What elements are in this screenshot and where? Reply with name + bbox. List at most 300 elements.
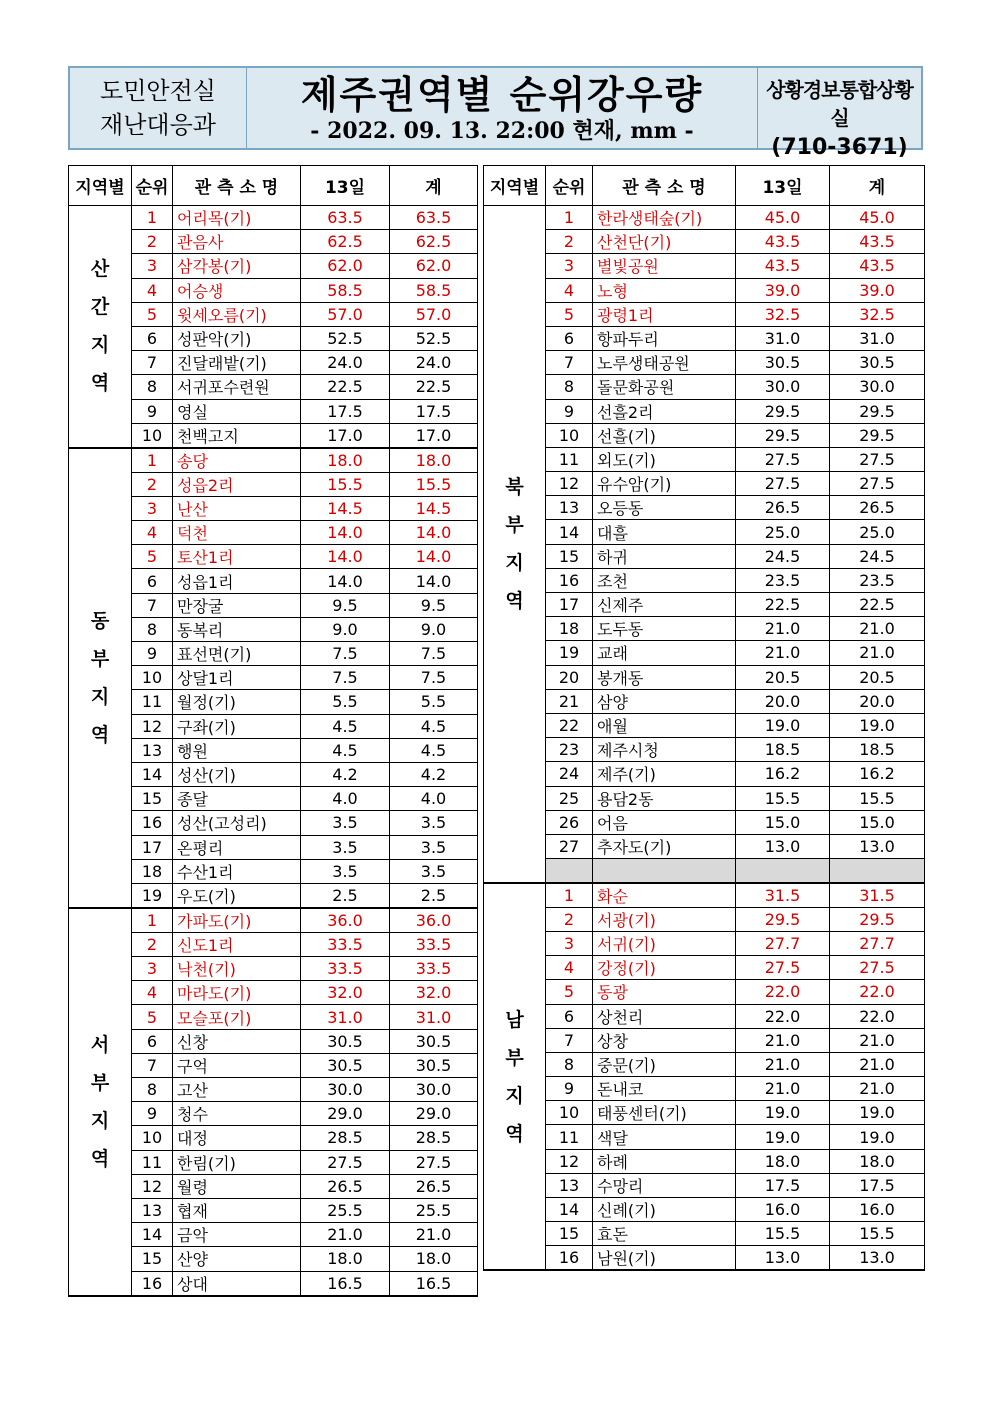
station-name: 구억 <box>173 1053 301 1077</box>
col-region: 지역별 <box>484 166 546 206</box>
rain-total: 15.5 <box>830 1222 925 1246</box>
rain-total: 27.5 <box>830 956 925 980</box>
rain-day: 52.5 <box>301 326 390 350</box>
rank-cell: 26 <box>546 810 593 834</box>
rank-cell: 13 <box>546 1173 593 1197</box>
station-name: 색달 <box>593 1125 736 1149</box>
rank-cell: 16 <box>546 1246 593 1271</box>
table-row <box>484 1149 925 1173</box>
rank-cell: 15 <box>546 1222 593 1246</box>
rain-total: 21.0 <box>830 1077 925 1101</box>
table-row <box>484 834 925 858</box>
table-row <box>484 931 925 955</box>
region-char: 지 <box>505 1084 524 1107</box>
rain-day: 9.0 <box>301 617 390 641</box>
rank-cell: 10 <box>132 1126 173 1150</box>
rank-cell: 10 <box>132 666 173 690</box>
table-row <box>484 544 925 568</box>
rain-total: 4.0 <box>390 787 478 811</box>
rain-day: 19.0 <box>736 1125 830 1149</box>
station-name: 조천 <box>593 568 736 592</box>
rain-day: 33.5 <box>301 957 390 981</box>
station-name: 상대 <box>173 1271 301 1296</box>
rain-total: 19.0 <box>830 1125 925 1149</box>
rain-total: 2.5 <box>390 883 478 908</box>
table-row <box>484 1077 925 1101</box>
blank-row <box>484 859 925 883</box>
rainfall-table-left <box>68 165 478 1297</box>
rain-total: 22.0 <box>830 980 925 1004</box>
rain-day: 9.5 <box>301 593 390 617</box>
situation-room: 상황경보통합상황실 <box>766 78 913 130</box>
station-name: 도두동 <box>593 617 736 641</box>
rank-cell: 3 <box>546 254 593 278</box>
rain-total: 17.5 <box>830 1173 925 1197</box>
rain-day: 3.5 <box>301 835 390 859</box>
rain-day: 21.0 <box>736 1052 830 1076</box>
rain-total: 31.0 <box>830 326 925 350</box>
table-row <box>484 786 925 810</box>
station-name: 대정 <box>173 1126 301 1150</box>
blank-cell <box>593 859 736 883</box>
phone-number: (710-3671) <box>771 135 908 160</box>
rain-day: 33.5 <box>301 932 390 956</box>
rain-day: 26.5 <box>736 496 830 520</box>
rain-total: 30.0 <box>830 375 925 399</box>
rain-total: 13.0 <box>830 1246 925 1271</box>
rank-cell: 9 <box>132 642 173 666</box>
rain-day: 32.5 <box>736 302 830 326</box>
station-name: 강정(기) <box>593 956 736 980</box>
table-row <box>484 617 925 641</box>
rank-cell: 5 <box>132 1005 173 1029</box>
table-row <box>484 1222 925 1246</box>
blank-cell <box>736 859 830 883</box>
rain-total: 43.5 <box>830 230 925 254</box>
station-name: 제주시청 <box>593 738 736 762</box>
station-name: 서귀포수련원 <box>173 375 301 399</box>
rank-cell: 1 <box>546 206 593 230</box>
rain-day: 36.0 <box>301 908 390 933</box>
rain-day: 21.0 <box>736 641 830 665</box>
rain-total: 15.0 <box>830 810 925 834</box>
rank-cell: 11 <box>132 690 173 714</box>
rank-cell: 6 <box>132 569 173 593</box>
rain-total: 15.5 <box>830 786 925 810</box>
rain-day: 15.5 <box>736 1222 830 1246</box>
station-name: 외도(기) <box>593 447 736 471</box>
rain-day: 30.5 <box>301 1029 390 1053</box>
rain-day: 20.5 <box>736 665 830 689</box>
region-label <box>69 908 132 1296</box>
rank-cell: 1 <box>546 883 593 908</box>
station-name: 마라도(기) <box>173 981 301 1005</box>
rank-cell: 25 <box>546 786 593 810</box>
contact-block <box>757 68 921 160</box>
station-name: 청수 <box>173 1102 301 1126</box>
rain-total: 16.5 <box>390 1271 478 1296</box>
rain-total: 17.0 <box>390 423 478 448</box>
rain-day: 57.0 <box>301 302 390 326</box>
rank-cell: 16 <box>132 811 173 835</box>
station-name: 수산1리 <box>173 859 301 883</box>
rank-cell: 9 <box>132 1102 173 1126</box>
station-name: 산양 <box>173 1247 301 1271</box>
rank-cell: 11 <box>132 1150 173 1174</box>
rank-cell: 16 <box>132 1271 173 1296</box>
rain-total: 52.5 <box>390 326 478 350</box>
rank-cell: 12 <box>546 472 593 496</box>
region-char: 동 <box>90 609 110 632</box>
rain-day: 29.5 <box>736 399 830 423</box>
rain-day: 7.5 <box>301 642 390 666</box>
region-char: 역 <box>505 1122 524 1145</box>
rain-total: 29.5 <box>830 399 925 423</box>
region-label <box>69 206 132 448</box>
rain-day: 20.0 <box>736 689 830 713</box>
rain-total: 62.5 <box>390 230 478 254</box>
rain-total: 25.0 <box>830 520 925 544</box>
station-name: 성산(기) <box>173 762 301 786</box>
station-name: 노형 <box>593 278 736 302</box>
station-name: 별빛공원 <box>593 254 736 278</box>
table-row <box>484 738 925 762</box>
rain-total: 9.0 <box>390 617 478 641</box>
station-name: 효돈 <box>593 1222 736 1246</box>
station-name: 성판악(기) <box>173 326 301 350</box>
rain-day: 30.5 <box>301 1053 390 1077</box>
rank-cell: 14 <box>132 762 173 786</box>
station-name: 가파도(기) <box>173 908 301 933</box>
rank-cell: 7 <box>132 351 173 375</box>
station-name: 낙천(기) <box>173 957 301 981</box>
rank-cell: 5 <box>546 302 593 326</box>
rain-total: 26.5 <box>390 1174 478 1198</box>
rain-total: 20.5 <box>830 665 925 689</box>
station-name: 영실 <box>173 399 301 423</box>
table-row <box>484 423 925 447</box>
table-row <box>484 447 925 471</box>
region-char: 부 <box>90 647 110 670</box>
region-label <box>484 206 546 883</box>
rank-cell: 14 <box>546 520 593 544</box>
rank-cell: 11 <box>546 1125 593 1149</box>
station-name: 구좌(기) <box>173 714 301 738</box>
rain-total: 4.5 <box>390 738 478 762</box>
title-block <box>247 68 757 148</box>
station-name: 상천리 <box>593 1004 736 1028</box>
rank-cell: 4 <box>132 521 173 545</box>
region-char: 역 <box>90 372 110 395</box>
rain-total: 33.5 <box>390 932 478 956</box>
rank-cell: 12 <box>132 714 173 738</box>
rain-day: 18.5 <box>736 738 830 762</box>
rank-cell: 4 <box>546 278 593 302</box>
rain-total: 20.0 <box>830 689 925 713</box>
region-label <box>69 448 132 908</box>
rain-total: 14.0 <box>390 545 478 569</box>
rain-day: 27.5 <box>301 1150 390 1174</box>
station-name: 한라생태숲(기) <box>593 206 736 230</box>
rain-total: 16.2 <box>830 762 925 786</box>
station-name: 돌문화공원 <box>593 375 736 399</box>
station-name: 어승생 <box>173 278 301 302</box>
station-name: 온평리 <box>173 835 301 859</box>
rain-total: 3.5 <box>390 811 478 835</box>
rain-total: 21.0 <box>830 617 925 641</box>
rain-day: 4.2 <box>301 762 390 786</box>
rain-day: 58.5 <box>301 278 390 302</box>
rank-cell: 18 <box>132 859 173 883</box>
station-name: 표선면(기) <box>173 642 301 666</box>
rain-total: 14.0 <box>390 569 478 593</box>
station-name: 광령1리 <box>593 302 736 326</box>
rain-day: 25.5 <box>301 1198 390 1222</box>
table-row <box>69 908 478 933</box>
station-name: 협재 <box>173 1198 301 1222</box>
rank-cell: 15 <box>132 787 173 811</box>
rain-day: 27.5 <box>736 472 830 496</box>
rain-total: 25.5 <box>390 1198 478 1222</box>
rank-cell: 10 <box>546 423 593 447</box>
table-row <box>484 399 925 423</box>
station-name: 관음사 <box>173 230 301 254</box>
rain-day: 7.5 <box>301 666 390 690</box>
rain-total: 14.5 <box>390 496 478 520</box>
rain-total: 31.5 <box>830 883 925 908</box>
rank-cell: 17 <box>546 593 593 617</box>
station-name: 중문(기) <box>593 1052 736 1076</box>
station-name: 유수암(기) <box>593 472 736 496</box>
rain-total: 62.0 <box>390 254 478 278</box>
station-name: 신제주 <box>593 593 736 617</box>
station-name: 어리목(기) <box>173 206 301 230</box>
rain-total: 21.0 <box>830 1028 925 1052</box>
station-name: 난산 <box>173 496 301 520</box>
rain-total: 31.0 <box>390 1005 478 1029</box>
station-name: 월령 <box>173 1174 301 1198</box>
rain-day: 19.0 <box>736 1101 830 1125</box>
table-header-row <box>484 166 925 206</box>
rain-day: 22.5 <box>736 593 830 617</box>
rain-total: 22.5 <box>830 593 925 617</box>
rain-total: 22.5 <box>390 375 478 399</box>
rain-day: 18.0 <box>301 1247 390 1271</box>
rain-day: 31.0 <box>301 1005 390 1029</box>
rank-cell: 6 <box>132 1029 173 1053</box>
station-name: 태풍센터(기) <box>593 1101 736 1125</box>
table-row <box>484 351 925 375</box>
rank-cell: 3 <box>546 931 593 955</box>
rank-cell: 16 <box>546 568 593 592</box>
rain-day: 31.0 <box>736 326 830 350</box>
report-date: - 2022. 09. 13. 22:00 현재, mm - <box>310 118 694 144</box>
station-name: 토산1리 <box>173 545 301 569</box>
rain-day: 22.5 <box>301 375 390 399</box>
rain-total: 26.5 <box>830 496 925 520</box>
table-row <box>484 472 925 496</box>
table-row <box>484 1173 925 1197</box>
rain-total: 23.5 <box>830 568 925 592</box>
station-name: 대흘 <box>593 520 736 544</box>
rain-total: 27.5 <box>390 1150 478 1174</box>
region-char: 역 <box>505 589 524 612</box>
rain-total: 27.7 <box>830 931 925 955</box>
rain-total: 30.0 <box>390 1078 478 1102</box>
rain-day: 43.5 <box>736 230 830 254</box>
rain-day: 30.0 <box>301 1078 390 1102</box>
rank-cell: 12 <box>546 1149 593 1173</box>
rain-day: 19.0 <box>736 713 830 737</box>
rain-total: 24.0 <box>390 351 478 375</box>
rain-day: 13.0 <box>736 1246 830 1271</box>
rain-total: 29.0 <box>390 1102 478 1126</box>
rain-total: 19.0 <box>830 713 925 737</box>
rain-day: 45.0 <box>736 206 830 230</box>
region-char: 역 <box>90 723 110 746</box>
rain-day: 27.5 <box>736 956 830 980</box>
station-name: 윗세오름(기) <box>173 302 301 326</box>
rain-day: 62.5 <box>301 230 390 254</box>
rain-day: 14.0 <box>301 521 390 545</box>
rank-cell: 8 <box>132 375 173 399</box>
rank-cell: 13 <box>132 738 173 762</box>
rank-cell: 8 <box>546 1052 593 1076</box>
rain-day: 27.7 <box>736 931 830 955</box>
rain-day: 15.5 <box>736 786 830 810</box>
rain-total: 30.5 <box>830 351 925 375</box>
table-row <box>484 713 925 737</box>
rain-total: 19.0 <box>830 1101 925 1125</box>
rain-total: 27.5 <box>830 472 925 496</box>
region-char: 지 <box>505 551 524 574</box>
rain-day: 16.2 <box>736 762 830 786</box>
col-station: 관 측 소 명 <box>593 166 736 206</box>
rank-cell: 2 <box>132 932 173 956</box>
rank-cell: 15 <box>546 544 593 568</box>
rain-total: 16.0 <box>830 1198 925 1222</box>
station-name: 수망리 <box>593 1173 736 1197</box>
rank-cell: 2 <box>546 907 593 931</box>
rain-day: 30.5 <box>736 351 830 375</box>
rain-day: 5.5 <box>301 690 390 714</box>
rank-cell: 9 <box>546 1077 593 1101</box>
rain-total: 29.5 <box>830 907 925 931</box>
table-row <box>484 568 925 592</box>
rank-cell: 14 <box>132 1223 173 1247</box>
region-char: 산 <box>90 258 110 281</box>
station-name: 성읍1리 <box>173 569 301 593</box>
rank-cell: 2 <box>132 472 173 496</box>
station-name: 행원 <box>173 738 301 762</box>
rain-day: 15.0 <box>736 810 830 834</box>
rank-cell: 1 <box>132 908 173 933</box>
table-row <box>484 980 925 1004</box>
col-total: 계 <box>830 166 925 206</box>
col-day: 13일 <box>736 166 830 206</box>
station-name: 선흘(기) <box>593 423 736 447</box>
rank-cell: 12 <box>132 1174 173 1198</box>
rain-total: 45.0 <box>830 206 925 230</box>
table-row <box>69 448 478 473</box>
table-row <box>484 230 925 254</box>
region-char: 간 <box>90 296 110 319</box>
table-row <box>484 496 925 520</box>
rain-day: 24.0 <box>301 351 390 375</box>
station-name: 신도1리 <box>173 932 301 956</box>
station-name: 제주(기) <box>593 762 736 786</box>
rain-total: 24.5 <box>830 544 925 568</box>
station-name: 애월 <box>593 713 736 737</box>
table-row <box>484 1198 925 1222</box>
rain-total: 32.5 <box>830 302 925 326</box>
rank-cell: 14 <box>546 1198 593 1222</box>
rank-cell: 8 <box>132 1078 173 1102</box>
rain-total: 32.0 <box>390 981 478 1005</box>
station-name: 종달 <box>173 787 301 811</box>
rank-cell: 22 <box>546 713 593 737</box>
rain-total: 21.0 <box>390 1223 478 1247</box>
rank-cell: 3 <box>132 254 173 278</box>
rain-total: 33.5 <box>390 957 478 981</box>
rank-cell: 27 <box>546 834 593 858</box>
rain-day: 23.5 <box>736 568 830 592</box>
table-row <box>484 1101 925 1125</box>
table-row <box>484 206 925 230</box>
rank-cell: 7 <box>546 351 593 375</box>
rain-total: 30.5 <box>390 1053 478 1077</box>
station-name: 서귀(기) <box>593 931 736 955</box>
rain-day: 26.5 <box>301 1174 390 1198</box>
station-name: 상달1리 <box>173 666 301 690</box>
rain-day: 14.0 <box>301 569 390 593</box>
rain-day: 17.5 <box>736 1173 830 1197</box>
rain-day: 43.5 <box>736 254 830 278</box>
station-name: 어음 <box>593 810 736 834</box>
table-row <box>484 326 925 350</box>
table-row <box>484 375 925 399</box>
col-total: 계 <box>390 166 478 206</box>
station-name: 고산 <box>173 1078 301 1102</box>
rank-cell: 20 <box>546 665 593 689</box>
station-name: 동복리 <box>173 617 301 641</box>
station-name: 항파두리 <box>593 326 736 350</box>
rank-cell: 23 <box>546 738 593 762</box>
station-name: 선흘2리 <box>593 399 736 423</box>
rain-day: 17.5 <box>301 399 390 423</box>
region-char: 지 <box>90 1109 110 1132</box>
col-day: 13일 <box>301 166 390 206</box>
rain-total: 58.5 <box>390 278 478 302</box>
rank-cell: 24 <box>546 762 593 786</box>
rain-day: 24.5 <box>736 544 830 568</box>
station-name: 만장굴 <box>173 593 301 617</box>
region-label <box>484 883 546 1271</box>
rain-total: 22.0 <box>830 1004 925 1028</box>
station-name: 성읍2리 <box>173 472 301 496</box>
rank-cell: 19 <box>132 883 173 908</box>
blank-cell <box>546 859 593 883</box>
station-name: 덕천 <box>173 521 301 545</box>
table-row <box>484 810 925 834</box>
rainfall-table-right <box>483 165 925 1271</box>
org-line-1: 도민안전실 <box>100 77 216 105</box>
rank-cell: 19 <box>546 641 593 665</box>
rain-day: 16.5 <box>301 1271 390 1296</box>
region-char: 지 <box>90 685 110 708</box>
table-row <box>484 665 925 689</box>
table-header-row <box>69 166 478 206</box>
